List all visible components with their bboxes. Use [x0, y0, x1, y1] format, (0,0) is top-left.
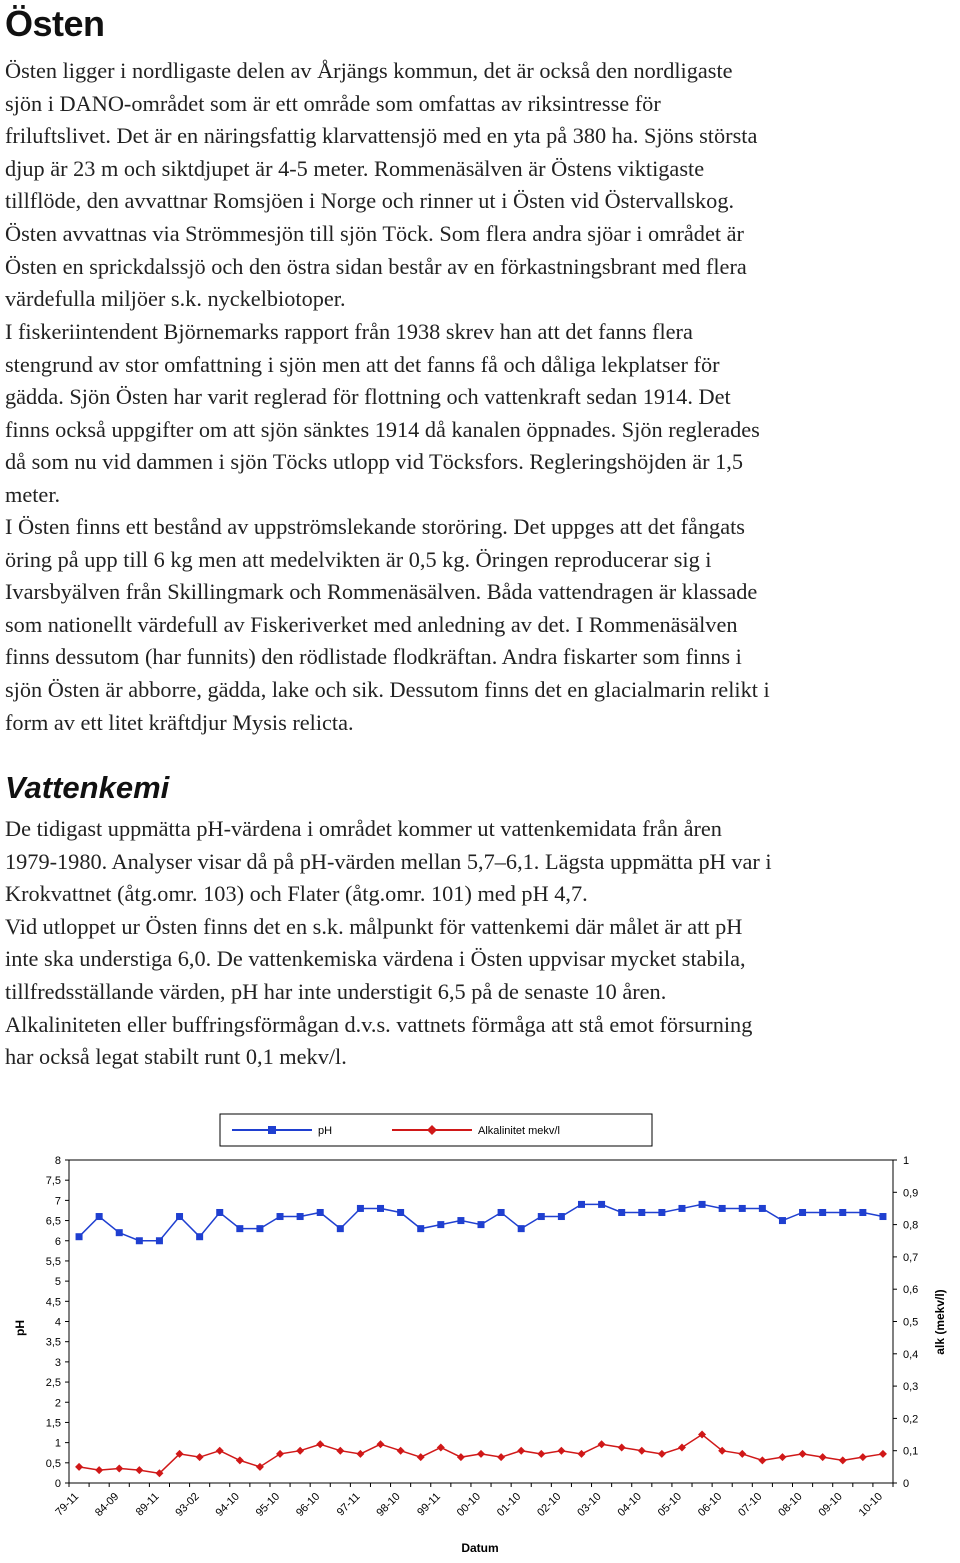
y-tick-label: 2: [54, 1397, 61, 1410]
x-tick-label: 03-10: [575, 1490, 604, 1520]
ph-point: [699, 1201, 706, 1208]
y-tick-label: 4: [54, 1316, 61, 1329]
ph-point: [819, 1209, 826, 1216]
ph-point: [437, 1221, 444, 1228]
y-tick-label: 7: [54, 1195, 61, 1208]
y-tick-label: 2,5: [45, 1377, 61, 1390]
y-axis-title: pH: [13, 1320, 27, 1336]
x-tick-label: 97-11: [334, 1490, 363, 1519]
x-axis-title: Datum: [461, 1541, 499, 1555]
ph-point: [397, 1209, 404, 1216]
x-tick-label: 04-10: [615, 1490, 644, 1520]
ph-point: [76, 1233, 83, 1240]
ph-point: [377, 1205, 384, 1212]
x-tick-label: 01-10: [494, 1490, 524, 1520]
ph-point: [618, 1209, 625, 1216]
ph-point: [176, 1213, 183, 1220]
x-tick-label: 09-10: [816, 1490, 845, 1520]
y2-tick-label: 0: [903, 1478, 910, 1490]
ph-point: [116, 1229, 123, 1236]
x-tick-label: 00-10: [454, 1490, 484, 1520]
x-tick-label: 06-10: [695, 1490, 725, 1520]
y-tick-label: 3: [54, 1356, 61, 1369]
document-page: [5, 0, 960, 1070]
y-tick-label: 1,5: [45, 1417, 61, 1430]
y-tick-label: 5: [54, 1276, 61, 1289]
x-tick-label: 98-10: [374, 1490, 403, 1520]
ph-point: [256, 1225, 263, 1232]
ph-point: [156, 1237, 163, 1244]
ph-point: [136, 1237, 143, 1244]
legend-ph-marker: [268, 1126, 276, 1134]
y2-axis-title: alk (mekv/l): [933, 1289, 947, 1355]
ph-point: [297, 1213, 304, 1220]
ph-point: [759, 1205, 766, 1212]
y-tick-label: 4,5: [45, 1296, 61, 1309]
ph-alkalinity-chart: [0, 1106, 960, 1563]
ph-point: [417, 1225, 424, 1232]
chart-legend: [220, 1114, 652, 1146]
ph-point: [357, 1205, 364, 1212]
y2-tick-label: 0,9: [903, 1187, 919, 1200]
y2-tick-label: 0,4: [903, 1348, 919, 1361]
legend-ph-label: pH: [318, 1125, 333, 1137]
paragraph-fish: I Östen finns ett bestånd av uppströmslekande storöring. Det uppges att det fångats öring på upp till 6 kg men att medelvikten är 0,5 kg. Öringen reproducerar sig i Ivarsbyälven från Skillingmark och Rommenäsälven. Båda vattendragen är klassade som nationellt värdefull av Fiskeriverket med anledning av det. I Rommenäsälven finns dessutom (har funnits) den rödlistade flodkräftan. Andra fiskarter som finns i sjön Östen är abborre, gädda, lake och sik. Dessutom finns det en glacialmarin relikt i form av ett litet kräftdjur Mysis relicta.: [5, 514, 770, 735]
ph-point: [538, 1213, 545, 1220]
ph-point: [658, 1209, 665, 1216]
x-tick-label: 05-10: [655, 1490, 685, 1520]
ph-point: [739, 1205, 746, 1212]
chart-plot-area: [69, 1160, 893, 1483]
y2-tick-label: 0,2: [903, 1413, 919, 1426]
ph-point: [719, 1205, 726, 1212]
y2-tick-label: 0,7: [903, 1251, 919, 1264]
paragraph-intro: Östen ligger i nordligaste delen av Årjängs kommun, det är också den nordligaste sjön i DANO-området som är ett område som omfattas av riksintresse för friluftslivet. Det är en näringsfattig klarvattensjö med en yta på 380 ha. Sjöns största djup är 23 m och siktdjupet är 4-5 meter. Rommenäsälven är Östens viktigaste tillflöde, den avvattnar Romsjöen i Norge och rinner ut i Östen vid Östervallskog. Östen avvattnas via Strömmesjön till sjön Töck. Som flera andra sjöar i området är Östen en sprickdalssjö och den östra sidan består av en förkastningsbrant med flera värdefulla miljöer s.k. nyckelbiotoper.: [5, 58, 758, 312]
y-tick-label: 6,5: [45, 1215, 61, 1228]
ph-point: [839, 1209, 846, 1216]
paragraph-history: I fiskeriintendent Björnemarks rapport från 1938 skrev han att det fanns flera stengrund av stor omfattning i sjön men att det fanns få och dåliga lekplatser för gädda. Sjön Östen har varit reglerad för flottning och vattenkraft sedan 1914. Det finns också uppgifter om att sjön sänktes 1914 då kanalen öppnades. Sjön reglerades då som nu vid dammen i sjön Töcks utlopp vid Töcksfors. Regleringshöjden är 1,5 meter.: [5, 319, 760, 507]
y-axis-right: [893, 1155, 918, 1490]
y-axis-left: [46, 1155, 69, 1490]
legend-alk-label: Alkalinitet mekv/l: [478, 1125, 560, 1137]
y-tick-label: 0,5: [45, 1457, 61, 1470]
ph-point: [879, 1213, 886, 1220]
ph-point: [337, 1225, 344, 1232]
ph-point: [799, 1209, 806, 1216]
x-tick-label: 10-10: [856, 1490, 886, 1520]
ph-point: [578, 1201, 585, 1208]
y2-tick-label: 0,1: [903, 1445, 919, 1458]
ph-point: [498, 1209, 505, 1216]
ph-point: [678, 1205, 685, 1212]
ph-point: [598, 1201, 605, 1208]
y-tick-label: 6: [54, 1235, 61, 1248]
ph-point: [216, 1209, 223, 1216]
ph-point: [638, 1209, 645, 1216]
x-tick-label: 96-10: [293, 1490, 323, 1520]
x-tick-label: 94-10: [213, 1490, 242, 1520]
section-heading-water-chemistry: Vattenkemi: [5, 770, 170, 805]
y2-tick-label: 0,5: [903, 1316, 919, 1329]
ph-point: [518, 1225, 525, 1232]
y-tick-label: 3,5: [45, 1336, 61, 1349]
ph-point: [96, 1213, 103, 1220]
y-tick-label: 8: [54, 1155, 61, 1167]
x-tick-label: 02-10: [535, 1490, 564, 1520]
y2-tick-label: 0,3: [903, 1381, 919, 1394]
x-tick-label: 93-02: [173, 1490, 202, 1520]
x-tick-label: 84-09: [92, 1490, 122, 1520]
ph-point: [558, 1213, 565, 1220]
x-tick-label: 95-10: [253, 1490, 283, 1520]
ph-point: [457, 1217, 464, 1224]
plot-frame: [69, 1160, 893, 1483]
page-title: Östen: [5, 3, 105, 44]
ph-point: [236, 1225, 243, 1232]
y-tick-label: 7,5: [45, 1175, 61, 1188]
ph-point: [277, 1213, 284, 1220]
ph-point: [779, 1217, 786, 1224]
y2-tick-label: 1: [903, 1155, 910, 1167]
y2-tick-label: 0,6: [903, 1284, 919, 1297]
x-tick-label: 79-11: [53, 1490, 82, 1519]
ph-point: [196, 1233, 203, 1240]
x-axis: [53, 1483, 893, 1519]
x-tick-label: 07-10: [736, 1490, 765, 1520]
ph-point: [859, 1209, 866, 1216]
x-tick-label: 08-10: [776, 1490, 805, 1520]
y-tick-label: 1: [54, 1437, 61, 1450]
y-tick-label: 0: [54, 1478, 61, 1490]
paragraph-water-chemistry: De tidigast uppmätta pH-värdena i området kommer ut vattenkemidata från åren 1979-1980. Analyser visar då på pH-värden mellan 5,7–6,1. Lägsta uppmätta pH var i Krokvattnet (åtg.omr. 103) och Flater (åtg.omr. 101) med pH 4,7. Vid utloppet ur Östen finns det en s.k. målpunkt för vattenkemi där målet är att pH inte ska understiga 6,0. De vattenkemiska värdena i Östen uppvisar mycket stabila, tillfredsställande värden, pH har inte understigit 6,5 på de senaste 10 åren. Alkaliniteten eller buffringsförmågan d.v.s. vattnets förmåga att stå emot försurning har också legat stabilt runt 0,1 mekv/l.: [5, 816, 772, 1070]
ph-point: [317, 1209, 324, 1216]
x-tick-label: 89-11: [133, 1490, 162, 1519]
ph-point: [478, 1221, 485, 1228]
y2-tick-label: 0,8: [903, 1219, 919, 1232]
x-tick-label: 99-11: [415, 1490, 443, 1519]
y-tick-label: 5,5: [45, 1255, 61, 1268]
